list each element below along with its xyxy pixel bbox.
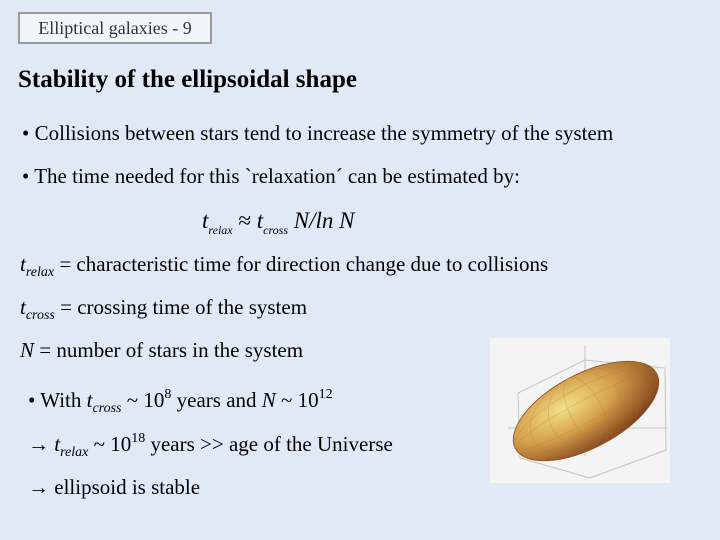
formula-rhs-var: t (256, 208, 264, 233)
definition-symbol: N (20, 338, 35, 362)
estimate-n: N (261, 388, 276, 412)
definition-t-relax (20, 251, 548, 281)
relaxation-formula (202, 208, 355, 237)
ellipsoid-shape (498, 341, 670, 481)
estimate-exp1: 8 (164, 387, 172, 402)
bullet-collisions: • Collisions between stars tend to increase the symmetry of the system (22, 121, 614, 145)
estimate-t: t (86, 388, 93, 412)
definition-symbol: t (20, 252, 26, 276)
ellipsoid-3d-image (490, 338, 670, 483)
definition-text: = number of stars in the system (34, 338, 304, 362)
page-title: Stability of the ellipsoidal shape (18, 66, 357, 93)
slide-header-label: Elliptical galaxies - 9 (18, 12, 212, 44)
estimate-approx1: ~ 10 (121, 388, 165, 412)
result-t-sub: relax (60, 445, 89, 460)
definition-t-cross (20, 294, 307, 324)
ellipsoid-plot (490, 338, 670, 483)
bullet-relaxation-time: • The time needed for this `relaxation´ can be estimated by: (22, 164, 520, 188)
result-arrow: → (28, 432, 55, 456)
formula-rhs-tail: N/ln N (293, 208, 355, 233)
estimate-line (28, 387, 333, 417)
definition-symbol: t (20, 295, 26, 319)
formula-approx: ≈ (238, 208, 251, 233)
estimate-approx2: ~ 10 (275, 388, 319, 412)
definition-text: = crossing time of the system (54, 295, 308, 319)
estimate-mid: years and (171, 388, 262, 412)
result-stable: → ellipsoid is stable (28, 475, 201, 499)
result-exp: 18 (131, 431, 146, 446)
result-approx: ~ 10 (88, 432, 132, 456)
definition-n (20, 337, 303, 363)
estimate-exp2: 12 (318, 387, 333, 402)
result-relax-time (28, 431, 393, 461)
formula-lhs-sub: relax (208, 223, 233, 237)
formula-lhs-var: t (202, 208, 209, 233)
definition-text: = characteristic time for direction change due to collisions (54, 252, 549, 276)
estimate-prefix: • With (28, 388, 87, 412)
definition-subscript: cross (25, 308, 55, 323)
formula-rhs-sub: cross (263, 223, 289, 237)
result-t: t (54, 432, 61, 456)
estimate-t-sub: cross (92, 401, 122, 416)
definition-subscript: relax (25, 265, 55, 280)
result-tail: years >> age of the Universe (145, 432, 393, 456)
